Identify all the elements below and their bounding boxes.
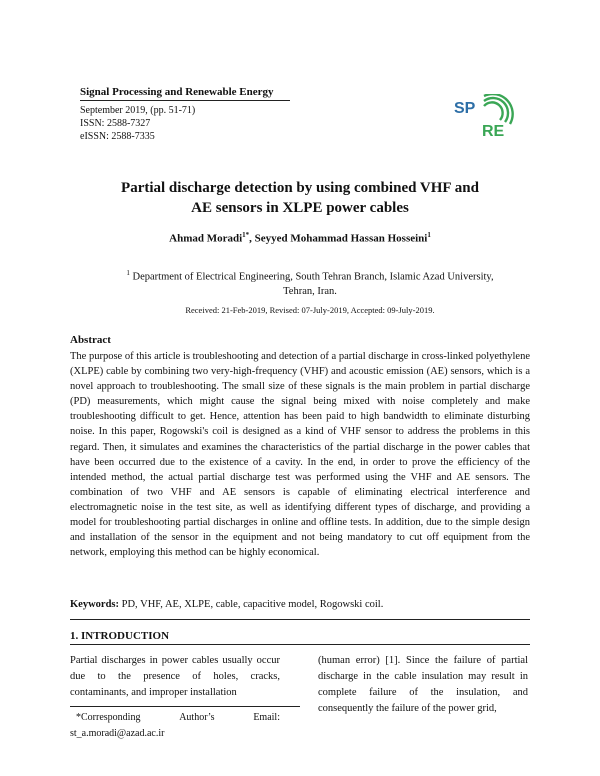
author-separator: , — [249, 232, 255, 245]
author-1-sup: 1* — [242, 231, 250, 239]
keywords-label: Keywords: — [70, 599, 119, 610]
footnote-word-1: *Corresponding — [76, 712, 141, 723]
header-rule — [80, 100, 290, 101]
journal-logo — [452, 94, 522, 138]
journal-name: Signal Processing and Renewable Energy — [80, 86, 274, 98]
section-rule-top — [70, 619, 530, 620]
issn: ISSN: 2588-7327 — [80, 118, 151, 129]
paper-title — [60, 178, 540, 218]
keywords — [70, 599, 530, 610]
author-2-sup: 1 — [427, 231, 431, 239]
author-email: st_a.moradi@azad.ac.ir — [70, 728, 165, 739]
logo-re-text: RE — [482, 123, 505, 138]
author-2: Seyyed Mohammad Hassan Hosseini — [254, 232, 428, 245]
received-dates: Received: 21-Feb-2019, Revised: 07-July-2019, Accepted: 09-July-2019. — [185, 305, 435, 315]
logo-stripes-icon — [484, 94, 513, 124]
intro-left-column: Partial discharges in power cables usually occur due to the presence of holes, cracks, contaminants, and improper installation — [70, 655, 280, 698]
footnote-word-3: Email: — [253, 712, 280, 723]
eissn: eISSN: 2588-7335 — [80, 131, 155, 142]
issue-date: September 2019, (pp. 51-71) — [80, 105, 196, 116]
footnote-rule — [70, 706, 300, 707]
footnote-word-2: Author’s — [179, 712, 215, 723]
abstract-heading: Abstract — [70, 334, 111, 346]
affiliation-sup: 1 — [126, 269, 130, 277]
affiliation-line-2: Tehran, Iran. — [283, 285, 337, 297]
logo-sp-text: SP — [454, 100, 476, 117]
author-list — [60, 231, 540, 245]
affiliation — [80, 266, 540, 299]
section-rule-bottom — [70, 644, 530, 645]
keywords-text: PD, VHF, AE, XLPE, cable, capacitive model, Rogowski coil. — [119, 599, 384, 610]
author-1: Ahmad Moradi — [169, 232, 243, 245]
title-line-1: Partial discharge detection by using combined VHF and — [121, 180, 479, 196]
introduction-heading: 1. INTRODUCTION — [70, 630, 170, 642]
title-line-2: AE sensors in XLPE power cables — [191, 200, 409, 216]
affiliation-line-1: Department of Electrical Engineering, South Tehran Branch, Islamic Azad University, — [129, 271, 494, 283]
abstract-text: The purpose of this article is troubleshooting and detection of a partial discharge in cross-linked polyethylene (XLPE) cable by combining two very-high-frequency (VHF) and acoustic emission (AE) sensors, which is a novel approach to troubleshooting. The small size of these signals is the main problem in partial discharge (PD) measurements, which might cause the signal being mixed with noise completely and make troubleshooting difficult to get. Hence, attention has been paid to high bandwidth to eliminate disturbing noise. In this paper, Rogowski's coil is designed as a kind of VHF sensor to address the problems in this regard. Then, it simulates and examines the characteristics of the partial discharge in the power cables that have been occurred due to the existence of a cavity. In the end, in order to prove the efficiency of the intended method, the actual partial discharge test was performed using the VHF and AE sensors. The combination of two VHF and AE sensors is capable of eliminating electrical interference and electromagnetic noise in the test site, as well as identifying different types of discharge, and providing a model for troubleshooting partial discharges in online and offline tests. In addition, due to the simple design and installation of the sensor in the equipment and not being mandatory to cut off equipment from the network, employing this method can be highly economical. — [70, 351, 530, 559]
corresponding-author-footnote — [70, 710, 280, 742]
intro-right-column: (human error) [1]. Since the failure of partial discharge in the cable insulation may result in complete failure of the insulation, and consequently the failure of the power grid, — [318, 655, 528, 714]
